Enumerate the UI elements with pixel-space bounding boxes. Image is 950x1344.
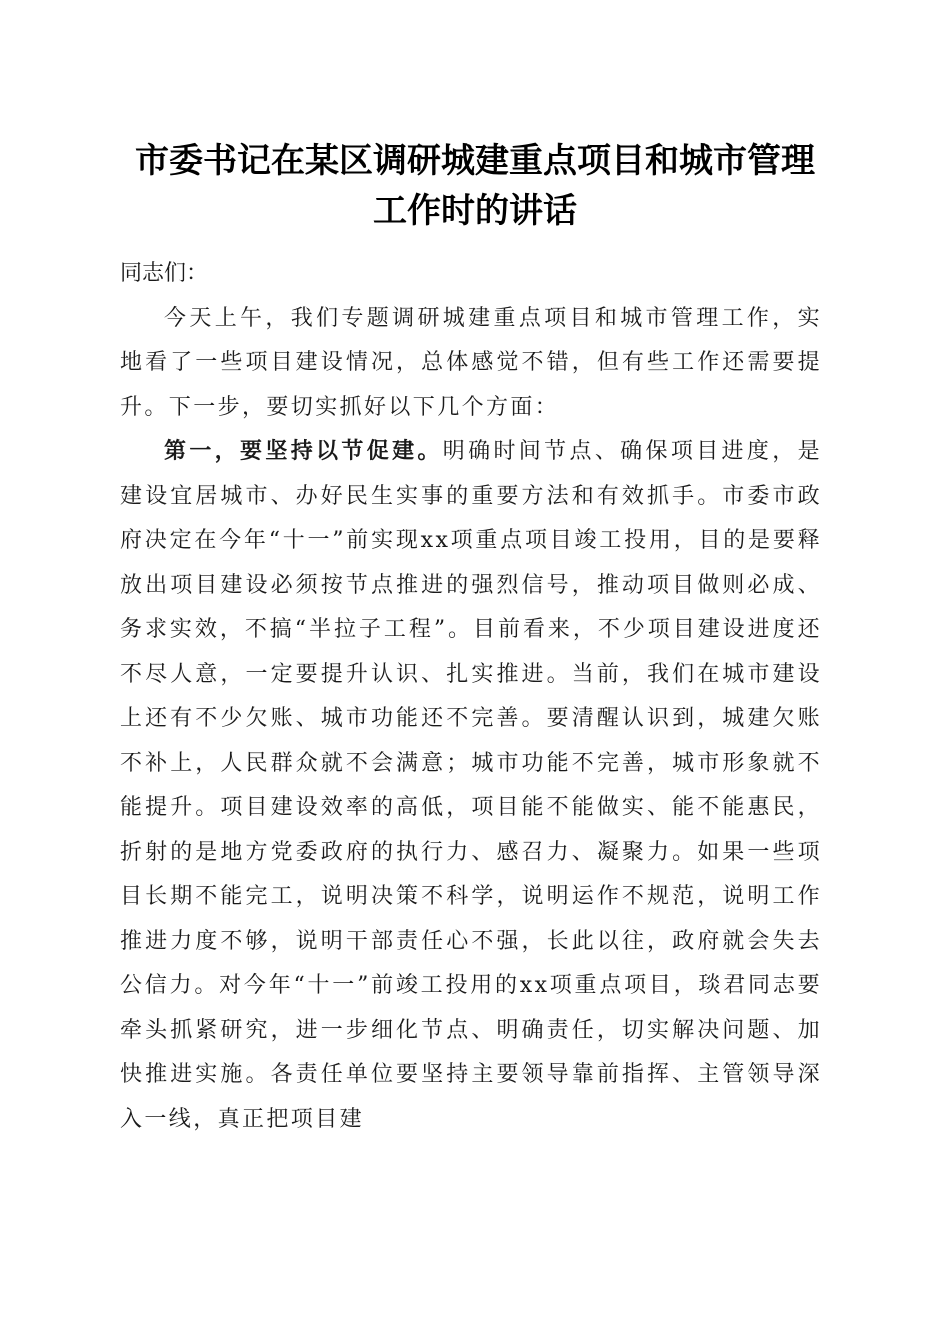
title-line-1: 市委书记在某区调研城建重点项目和城市管理 <box>135 141 815 181</box>
document-title <box>100 136 850 236</box>
salutation: 同志们： <box>120 261 209 286</box>
section-1-paragraph <box>120 430 822 1142</box>
intro-paragraph: 今天上午，我们专题调研城建重点项目和城市管理工作，实地看了一些项目建设情况，总体感觉不错，但有些工作还需要提升。下一步，要切实抓好以下几个方面： <box>120 305 822 420</box>
document-body <box>120 252 822 1142</box>
section-1-body: 明确时间节点、确保项目进度，是建设宜居城市、办好民生实事的重要方法和有效抓手。市委市政府决定在今年“十一”前实现xx项重点项目竣工投用，目的是要释放出项目建设必须按节点推进的强烈信号，推动项目做则必成、务求实效，不搞“半拉子工程”。目前看来，不少项目建设进度还不尽人意，一定要提升认识、扎实推进。当前，我们在城市建设上还有不少欠账、城市功能还不完善。要清醒认识到，城建欠账不补上，人民群众就不会满意；城市功能不完善，城市形象就不能提升。项目建设效率的高低，项目能不能做实、能不能惠民，折射的是地方党委政府的执行力、感召力、凝聚力。如果一些项目长期不能完工，说明决策不科学，说明运作不规范，说明工作推进力度不够，说明干部责任心不强，长此以往，政府就会失去公信力。对今年“十一”前竣工投用的xx项重点项目，琰君同志要牵头抓紧研究，进一步细化节点、明确责任，切实解决问题、加快推进实施。各责任单位要坚持主要领导靠前指挥、主管领导深入一线，真正把项目建 <box>120 439 822 1132</box>
section-1-heading: 第一，要坚持以节促建。 <box>164 439 443 464</box>
title-line-2: 工作时的讲话 <box>373 191 577 231</box>
